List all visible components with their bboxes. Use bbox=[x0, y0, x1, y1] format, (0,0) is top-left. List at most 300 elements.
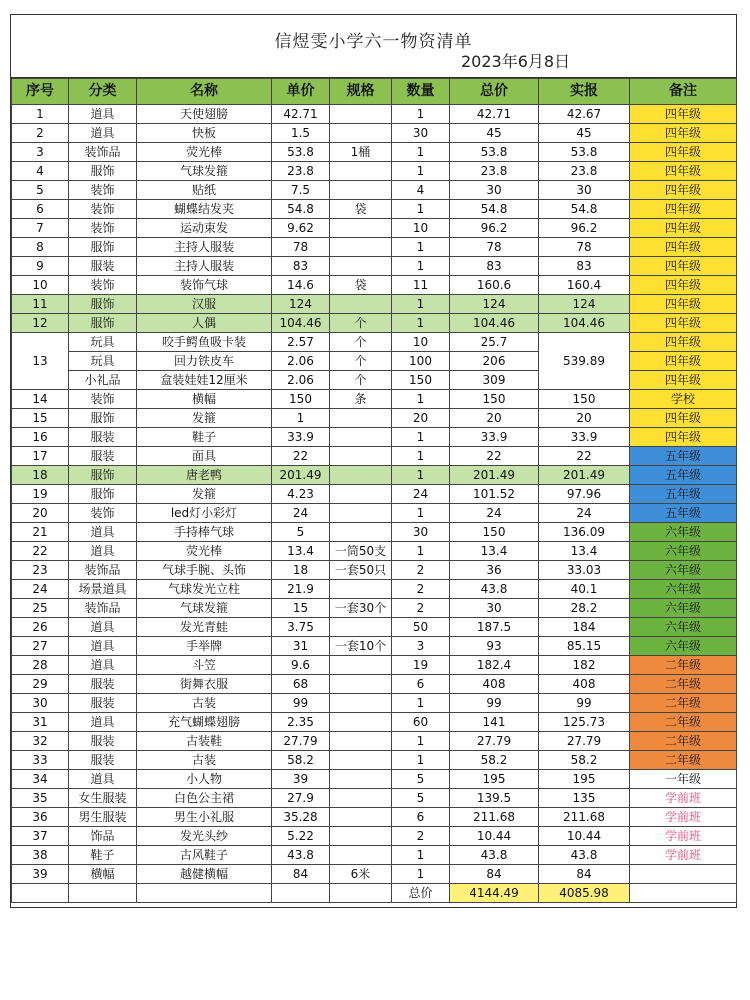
cell-total: 43.8 bbox=[450, 580, 539, 599]
cell-no: 12 bbox=[12, 314, 69, 333]
cell-note: 学前班 bbox=[630, 846, 737, 865]
cell-total: 45 bbox=[450, 124, 539, 143]
cell-name: 咬手鳄鱼吸卡装 bbox=[137, 333, 272, 352]
table-row bbox=[12, 770, 737, 789]
cell-category: 鞋子 bbox=[69, 846, 137, 865]
cell-spec bbox=[330, 219, 392, 238]
cell-price: 84 bbox=[272, 865, 330, 884]
cell-price: 54.8 bbox=[272, 200, 330, 219]
cell-note: 五年级 bbox=[630, 485, 737, 504]
cell-spec bbox=[330, 523, 392, 542]
cell-reported: 24 bbox=[539, 504, 630, 523]
cell-name: 快板 bbox=[137, 124, 272, 143]
table-row bbox=[12, 409, 737, 428]
cell-category: 装饰 bbox=[69, 504, 137, 523]
cell-note: 五年级 bbox=[630, 466, 737, 485]
cell-total: 43.8 bbox=[450, 846, 539, 865]
cell-price: 18 bbox=[272, 561, 330, 580]
cell-category: 服饰 bbox=[69, 409, 137, 428]
cell-reported: 160.4 bbox=[539, 276, 630, 295]
cell-spec bbox=[330, 409, 392, 428]
cell-qty: 1 bbox=[392, 751, 450, 770]
cell-total: 20 bbox=[450, 409, 539, 428]
cell-spec bbox=[330, 580, 392, 599]
table-row bbox=[12, 599, 737, 618]
cell-spec: 个 bbox=[330, 314, 392, 333]
cell-no: 39 bbox=[12, 865, 69, 884]
cell-reported: 83 bbox=[539, 257, 630, 276]
table-row bbox=[12, 124, 737, 143]
cell-price: 33.9 bbox=[272, 428, 330, 447]
header-name: 名称 bbox=[137, 79, 272, 105]
summary-empty-cell bbox=[12, 884, 69, 903]
table-row bbox=[12, 200, 737, 219]
cell-note: 五年级 bbox=[630, 447, 737, 466]
cell-total: 139.5 bbox=[450, 789, 539, 808]
header-row bbox=[12, 79, 737, 105]
summary-row bbox=[12, 884, 737, 903]
cell-qty: 1 bbox=[392, 504, 450, 523]
cell-name: 蝴蝶结发夹 bbox=[137, 200, 272, 219]
cell-spec bbox=[330, 504, 392, 523]
cell-qty: 1 bbox=[392, 428, 450, 447]
cell-name: 男生小礼服 bbox=[137, 808, 272, 827]
table-row bbox=[12, 751, 737, 770]
cell-no: 24 bbox=[12, 580, 69, 599]
cell-qty: 1 bbox=[392, 257, 450, 276]
cell-price: 5 bbox=[272, 523, 330, 542]
cell-reported: 28.2 bbox=[539, 599, 630, 618]
table-row bbox=[12, 713, 737, 732]
cell-spec bbox=[330, 238, 392, 257]
cell-reported: 54.8 bbox=[539, 200, 630, 219]
cell-name: 发箍 bbox=[137, 485, 272, 504]
cell-category: 道具 bbox=[69, 713, 137, 732]
materials-table bbox=[11, 78, 737, 903]
cell-name: 古装 bbox=[137, 694, 272, 713]
cell-price: 5.22 bbox=[272, 827, 330, 846]
cell-note: 四年级 bbox=[630, 143, 737, 162]
table-row bbox=[12, 219, 737, 238]
cell-no: 21 bbox=[12, 523, 69, 542]
cell-qty: 1 bbox=[392, 390, 450, 409]
cell-spec: 袋 bbox=[330, 276, 392, 295]
cell-price: 1.5 bbox=[272, 124, 330, 143]
cell-price: 2.35 bbox=[272, 713, 330, 732]
cell-category: 服装 bbox=[69, 694, 137, 713]
cell-category: 道具 bbox=[69, 124, 137, 143]
cell-category: 装饰 bbox=[69, 390, 137, 409]
cell-name: led灯小彩灯 bbox=[137, 504, 272, 523]
cell-reported: 23.8 bbox=[539, 162, 630, 181]
cell-qty: 11 bbox=[392, 276, 450, 295]
cell-total: 408 bbox=[450, 675, 539, 694]
table-row bbox=[12, 428, 737, 447]
cell-spec: 一套30个 bbox=[330, 599, 392, 618]
cell-spec bbox=[330, 770, 392, 789]
cell-qty: 19 bbox=[392, 656, 450, 675]
cell-category: 服饰 bbox=[69, 485, 137, 504]
cell-total: 27.79 bbox=[450, 732, 539, 751]
cell-category: 服装 bbox=[69, 447, 137, 466]
table-row bbox=[12, 447, 737, 466]
cell-no: 18 bbox=[12, 466, 69, 485]
header-reported: 实报 bbox=[539, 79, 630, 105]
cell-name: 荧光棒 bbox=[137, 143, 272, 162]
cell-no: 14 bbox=[12, 390, 69, 409]
cell-note bbox=[630, 865, 737, 884]
summary-label: 总价 bbox=[392, 884, 450, 903]
cell-category: 装饰 bbox=[69, 181, 137, 200]
cell-spec bbox=[330, 732, 392, 751]
cell-name: 手举牌 bbox=[137, 637, 272, 656]
cell-total: 78 bbox=[450, 238, 539, 257]
cell-name: 贴纸 bbox=[137, 181, 272, 200]
table-row bbox=[12, 694, 737, 713]
cell-spec: 一套50只 bbox=[330, 561, 392, 580]
cell-no: 3 bbox=[12, 143, 69, 162]
cell-qty: 4 bbox=[392, 181, 450, 200]
cell-qty: 3 bbox=[392, 637, 450, 656]
summary-total: 4144.49 bbox=[450, 884, 539, 903]
cell-reported: 124 bbox=[539, 295, 630, 314]
cell-note: 二年级 bbox=[630, 656, 737, 675]
cell-spec: 条 bbox=[330, 390, 392, 409]
cell-spec bbox=[330, 694, 392, 713]
cell-name: 发光头纱 bbox=[137, 827, 272, 846]
cell-qty: 1 bbox=[392, 732, 450, 751]
cell-name: 回力铁皮车 bbox=[137, 352, 272, 371]
cell-category: 装饰品 bbox=[69, 561, 137, 580]
cell-reported: 78 bbox=[539, 238, 630, 257]
cell-price: 23.8 bbox=[272, 162, 330, 181]
cell-spec bbox=[330, 789, 392, 808]
cell-total: 96.2 bbox=[450, 219, 539, 238]
cell-note: 四年级 bbox=[630, 276, 737, 295]
cell-category: 服装 bbox=[69, 428, 137, 447]
cell-spec bbox=[330, 428, 392, 447]
materials-sheet bbox=[10, 14, 737, 908]
cell-note: 六年级 bbox=[630, 637, 737, 656]
cell-name: 手持棒气球 bbox=[137, 523, 272, 542]
cell-spec bbox=[330, 295, 392, 314]
cell-total: 99 bbox=[450, 694, 539, 713]
cell-total: 33.9 bbox=[450, 428, 539, 447]
cell-reported: 195 bbox=[539, 770, 630, 789]
cell-total: 141 bbox=[450, 713, 539, 732]
cell-spec bbox=[330, 846, 392, 865]
cell-no: 16 bbox=[12, 428, 69, 447]
cell-spec: 一筒50支 bbox=[330, 542, 392, 561]
cell-name: 盒装娃娃12厘米 bbox=[137, 371, 272, 390]
cell-reported: 104.46 bbox=[539, 314, 630, 333]
table-row bbox=[12, 257, 737, 276]
cell-reported: 136.09 bbox=[539, 523, 630, 542]
cell-note: 六年级 bbox=[630, 599, 737, 618]
cell-qty: 150 bbox=[392, 371, 450, 390]
cell-total: 206 bbox=[450, 352, 539, 371]
cell-no: 27 bbox=[12, 637, 69, 656]
cell-total: 201.49 bbox=[450, 466, 539, 485]
cell-price: 21.9 bbox=[272, 580, 330, 599]
cell-price: 53.8 bbox=[272, 143, 330, 162]
table-row bbox=[12, 504, 737, 523]
cell-note: 五年级 bbox=[630, 504, 737, 523]
cell-price: 27.9 bbox=[272, 789, 330, 808]
cell-qty: 5 bbox=[392, 789, 450, 808]
cell-reported: 408 bbox=[539, 675, 630, 694]
cell-no: 32 bbox=[12, 732, 69, 751]
cell-name: 装饰气球 bbox=[137, 276, 272, 295]
summary-empty-cell bbox=[330, 884, 392, 903]
cell-price: 104.46 bbox=[272, 314, 330, 333]
cell-total: 83 bbox=[450, 257, 539, 276]
cell-total: 182.4 bbox=[450, 656, 539, 675]
cell-reported: 10.44 bbox=[539, 827, 630, 846]
cell-reported: 20 bbox=[539, 409, 630, 428]
cell-total: 24 bbox=[450, 504, 539, 523]
cell-spec bbox=[330, 618, 392, 637]
cell-name: 斗笠 bbox=[137, 656, 272, 675]
cell-reported: 84 bbox=[539, 865, 630, 884]
cell-price: 39 bbox=[272, 770, 330, 789]
cell-name: 主持人服装 bbox=[137, 238, 272, 257]
cell-price: 27.79 bbox=[272, 732, 330, 751]
cell-total: 10.44 bbox=[450, 827, 539, 846]
cell-category: 服装 bbox=[69, 751, 137, 770]
cell-price: 99 bbox=[272, 694, 330, 713]
cell-price: 2.06 bbox=[272, 371, 330, 390]
cell-category: 道具 bbox=[69, 656, 137, 675]
header-note: 备注 bbox=[630, 79, 737, 105]
cell-note: 二年级 bbox=[630, 713, 737, 732]
cell-no: 5 bbox=[12, 181, 69, 200]
cell-category: 服饰 bbox=[69, 238, 137, 257]
table-row bbox=[12, 618, 737, 637]
title-block bbox=[11, 15, 736, 78]
cell-note: 二年级 bbox=[630, 694, 737, 713]
cell-category: 女生服装 bbox=[69, 789, 137, 808]
cell-no: 23 bbox=[12, 561, 69, 580]
cell-note: 四年级 bbox=[630, 181, 737, 200]
cell-note: 六年级 bbox=[630, 618, 737, 637]
cell-price: 4.23 bbox=[272, 485, 330, 504]
cell-category: 道具 bbox=[69, 618, 137, 637]
cell-note: 四年级 bbox=[630, 371, 737, 390]
cell-reported: 539.89 bbox=[539, 333, 630, 390]
cell-price: 35.28 bbox=[272, 808, 330, 827]
summary-empty-cell bbox=[69, 884, 137, 903]
cell-note: 四年级 bbox=[630, 314, 737, 333]
cell-spec: 1桶 bbox=[330, 143, 392, 162]
cell-category: 服装 bbox=[69, 257, 137, 276]
cell-qty: 1 bbox=[392, 238, 450, 257]
cell-total: 160.6 bbox=[450, 276, 539, 295]
cell-price: 3.75 bbox=[272, 618, 330, 637]
cell-total: 36 bbox=[450, 561, 539, 580]
table-row bbox=[12, 276, 737, 295]
header-no: 序号 bbox=[12, 79, 69, 105]
cell-note: 四年级 bbox=[630, 219, 737, 238]
cell-name: 人偶 bbox=[137, 314, 272, 333]
cell-qty: 2 bbox=[392, 561, 450, 580]
cell-reported: 96.2 bbox=[539, 219, 630, 238]
cell-qty: 1 bbox=[392, 542, 450, 561]
cell-note: 二年级 bbox=[630, 732, 737, 751]
cell-category: 道具 bbox=[69, 770, 137, 789]
cell-spec bbox=[330, 447, 392, 466]
cell-no: 6 bbox=[12, 200, 69, 219]
table-row bbox=[12, 789, 737, 808]
cell-note: 四年级 bbox=[630, 257, 737, 276]
header-price: 单价 bbox=[272, 79, 330, 105]
cell-total: 42.71 bbox=[450, 105, 539, 124]
cell-qty: 1 bbox=[392, 162, 450, 181]
cell-total: 150 bbox=[450, 523, 539, 542]
cell-no: 38 bbox=[12, 846, 69, 865]
cell-spec bbox=[330, 124, 392, 143]
header-category: 分类 bbox=[69, 79, 137, 105]
cell-name: 气球手腕、头饰 bbox=[137, 561, 272, 580]
cell-category: 装饰 bbox=[69, 219, 137, 238]
cell-note: 二年级 bbox=[630, 675, 737, 694]
cell-no: 20 bbox=[12, 504, 69, 523]
cell-name: 充气蝴蝶翅膀 bbox=[137, 713, 272, 732]
cell-note: 四年级 bbox=[630, 428, 737, 447]
cell-no: 11 bbox=[12, 295, 69, 314]
table-row bbox=[12, 390, 737, 409]
cell-spec bbox=[330, 466, 392, 485]
cell-note: 六年级 bbox=[630, 542, 737, 561]
table-row bbox=[12, 162, 737, 181]
cell-name: 古装 bbox=[137, 751, 272, 770]
cell-note: 四年级 bbox=[630, 238, 737, 257]
cell-no: 10 bbox=[12, 276, 69, 295]
cell-price: 9.62 bbox=[272, 219, 330, 238]
cell-spec bbox=[330, 675, 392, 694]
cell-name: 气球发光立柱 bbox=[137, 580, 272, 599]
cell-total: 23.8 bbox=[450, 162, 539, 181]
cell-no: 28 bbox=[12, 656, 69, 675]
table-row bbox=[12, 314, 737, 333]
cell-name: 气球发箍 bbox=[137, 599, 272, 618]
cell-no: 7 bbox=[12, 219, 69, 238]
summary-empty-cell bbox=[137, 884, 272, 903]
cell-price: 13.4 bbox=[272, 542, 330, 561]
table-row bbox=[12, 580, 737, 599]
cell-name: 发光青蛙 bbox=[137, 618, 272, 637]
cell-reported: 182 bbox=[539, 656, 630, 675]
cell-spec bbox=[330, 751, 392, 770]
cell-total: 22 bbox=[450, 447, 539, 466]
cell-note: 学前班 bbox=[630, 808, 737, 827]
cell-category: 饰品 bbox=[69, 827, 137, 846]
cell-category: 玩具 bbox=[69, 333, 137, 352]
header-qty: 数量 bbox=[392, 79, 450, 105]
cell-reported: 99 bbox=[539, 694, 630, 713]
cell-category: 服饰 bbox=[69, 162, 137, 181]
header-total: 总价 bbox=[450, 79, 539, 105]
cell-category: 服饰 bbox=[69, 314, 137, 333]
cell-name: 汉服 bbox=[137, 295, 272, 314]
cell-category: 小礼品 bbox=[69, 371, 137, 390]
cell-reported: 42.67 bbox=[539, 105, 630, 124]
cell-total: 58.2 bbox=[450, 751, 539, 770]
cell-price: 201.49 bbox=[272, 466, 330, 485]
cell-note: 四年级 bbox=[630, 162, 737, 181]
cell-qty: 24 bbox=[392, 485, 450, 504]
cell-category: 男生服装 bbox=[69, 808, 137, 827]
cell-note: 四年级 bbox=[630, 409, 737, 428]
cell-qty: 1 bbox=[392, 314, 450, 333]
cell-spec: 袋 bbox=[330, 200, 392, 219]
cell-note: 六年级 bbox=[630, 561, 737, 580]
cell-note: 四年级 bbox=[630, 352, 737, 371]
cell-no: 31 bbox=[12, 713, 69, 732]
cell-total: 104.46 bbox=[450, 314, 539, 333]
cell-price: 83 bbox=[272, 257, 330, 276]
cell-category: 装饰 bbox=[69, 276, 137, 295]
cell-no: 36 bbox=[12, 808, 69, 827]
cell-category: 装饰品 bbox=[69, 599, 137, 618]
cell-name: 面具 bbox=[137, 447, 272, 466]
cell-spec bbox=[330, 105, 392, 124]
cell-no: 33 bbox=[12, 751, 69, 770]
cell-qty: 2 bbox=[392, 580, 450, 599]
table-row bbox=[12, 181, 737, 200]
cell-total: 211.68 bbox=[450, 808, 539, 827]
cell-qty: 50 bbox=[392, 618, 450, 637]
cell-note: 四年级 bbox=[630, 295, 737, 314]
table-row bbox=[12, 808, 737, 827]
cell-no: 34 bbox=[12, 770, 69, 789]
cell-qty: 5 bbox=[392, 770, 450, 789]
cell-no: 22 bbox=[12, 542, 69, 561]
cell-total: 53.8 bbox=[450, 143, 539, 162]
cell-no: 19 bbox=[12, 485, 69, 504]
cell-total: 124 bbox=[450, 295, 539, 314]
cell-reported: 85.15 bbox=[539, 637, 630, 656]
cell-note: 四年级 bbox=[630, 200, 737, 219]
cell-reported: 150 bbox=[539, 390, 630, 409]
table-row bbox=[12, 637, 737, 656]
cell-reported: 184 bbox=[539, 618, 630, 637]
cell-name: 鞋子 bbox=[137, 428, 272, 447]
cell-qty: 10 bbox=[392, 219, 450, 238]
cell-spec bbox=[330, 713, 392, 732]
cell-spec bbox=[330, 181, 392, 200]
cell-reported: 201.49 bbox=[539, 466, 630, 485]
cell-price: 43.8 bbox=[272, 846, 330, 865]
table-row bbox=[12, 333, 737, 352]
cell-spec: 6米 bbox=[330, 865, 392, 884]
cell-price: 9.6 bbox=[272, 656, 330, 675]
cell-qty: 100 bbox=[392, 352, 450, 371]
cell-qty: 10 bbox=[392, 333, 450, 352]
cell-price: 15 bbox=[272, 599, 330, 618]
cell-reported: 211.68 bbox=[539, 808, 630, 827]
cell-price: 2.57 bbox=[272, 333, 330, 352]
cell-reported: 53.8 bbox=[539, 143, 630, 162]
cell-price: 124 bbox=[272, 295, 330, 314]
table-row bbox=[12, 295, 737, 314]
cell-no: 2 bbox=[12, 124, 69, 143]
cell-category: 场景道具 bbox=[69, 580, 137, 599]
cell-price: 2.06 bbox=[272, 352, 330, 371]
cell-name: 横幅 bbox=[137, 390, 272, 409]
cell-qty: 2 bbox=[392, 599, 450, 618]
table-row bbox=[12, 656, 737, 675]
